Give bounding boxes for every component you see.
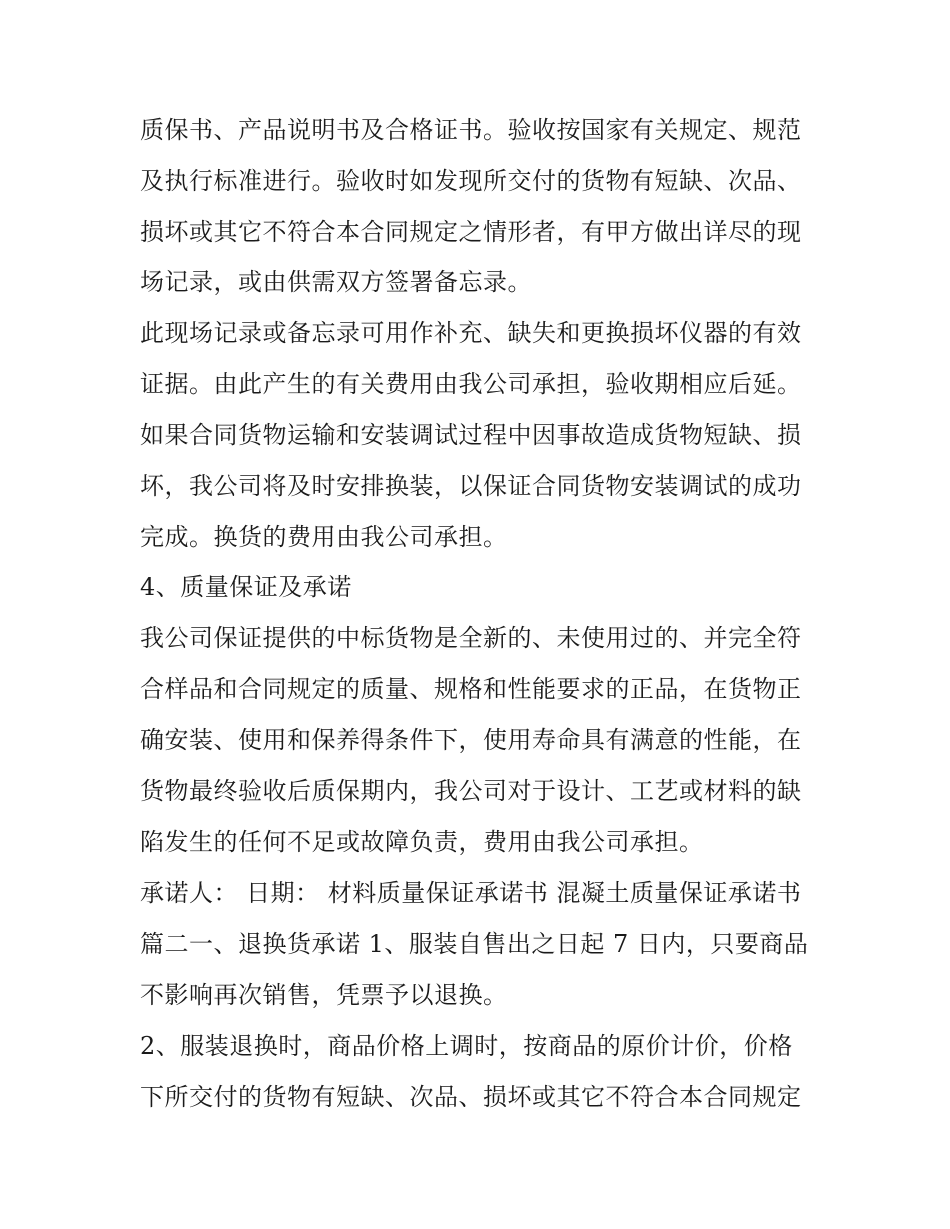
- text-line: 承诺人： 日期： 材料质量保证承诺书 混凝土质量保证承诺书: [140, 879, 802, 907]
- text-line: 篇二一、退换货承诺 1、服装自售出之日起 7 日内，只要商品: [140, 930, 809, 958]
- section-heading: 4、质量保证及承诺: [140, 573, 352, 601]
- text-line: 2、服装退换时，商品价格上调时，按商品的原价计价，价格: [140, 1032, 793, 1060]
- text-line: 损坏或其它不符合本合同规定之情形者，有甲方做出详尽的现: [140, 218, 802, 246]
- text-line: 及执行标准进行。验收时如发现所交付的货物有短缺、次品、: [140, 167, 802, 195]
- text-line: 下所交付的货物有短缺、次品、损坏或其它不符合本合同规定: [140, 1083, 802, 1111]
- text-line: 坏，我公司将及时安排换装，以保证合同货物安装调试的成功: [140, 472, 802, 500]
- text-line: 如果合同货物运输和安装调试过程中因事故造成货物短缺、损: [140, 421, 802, 449]
- text-line: 货物最终验收后质保期内，我公司对于设计、工艺或材料的缺: [140, 777, 802, 805]
- text-line: 场记录，或由供需双方签署备忘录。: [140, 268, 532, 296]
- text-line: 证据。由此产生的有关费用由我公司承担，验收期相应后延。: [140, 370, 802, 398]
- text-line: 质保书、产品说明书及合格证书。验收按国家有关规定、规范: [140, 116, 802, 144]
- text-line: 完成。换货的费用由我公司承担。: [140, 523, 508, 551]
- text-line: 我公司保证提供的中标货物是全新的、未使用过的、并完全符: [140, 624, 802, 652]
- text-line: 陷发生的任何不足或故障负责，费用由我公司承担。: [140, 828, 704, 856]
- text-line: 合样品和合同规定的质量、规格和性能要求的正品，在货物正: [140, 675, 802, 703]
- text-line: 确安装、使用和保养得条件下，使用寿命具有满意的性能，在: [140, 726, 802, 754]
- text-line: 不影响再次销售，凭票予以退换。: [140, 981, 508, 1009]
- text-line: 此现场记录或备忘录可用作补充、缺失和更换损坏仪器的有效: [140, 319, 802, 347]
